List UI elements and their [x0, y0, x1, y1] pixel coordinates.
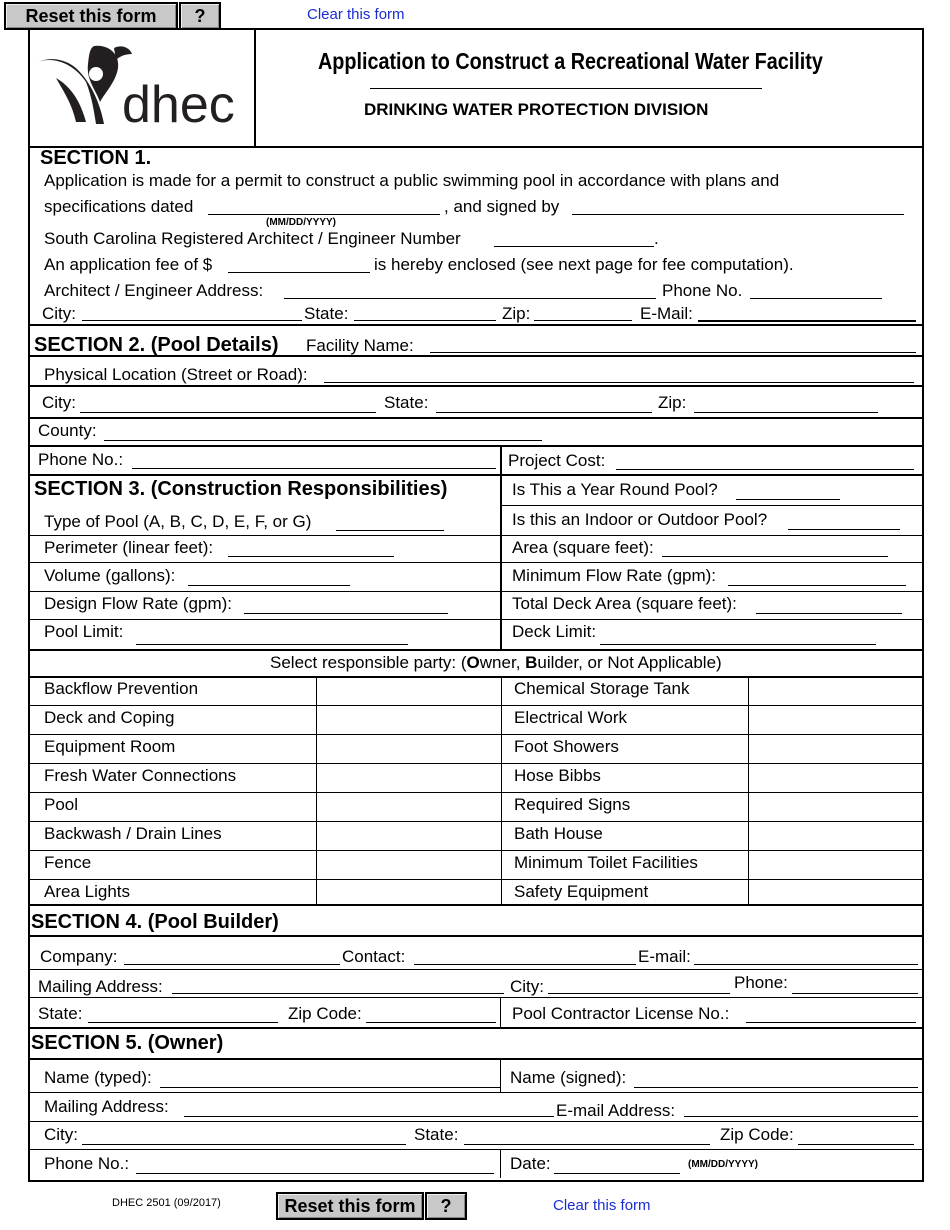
row-rule	[28, 474, 922, 476]
fee-field[interactable]	[228, 272, 370, 273]
architect-address-label: Architect / Engineer Address:	[44, 281, 264, 300]
resp-item-right: Minimum Toilet Facilities	[514, 853, 698, 872]
builder-phone-field[interactable]	[792, 993, 918, 994]
indoor-outdoor-label: Is this an Indoor or Outdoor Pool?	[512, 510, 768, 529]
select-text-c: B	[525, 653, 538, 672]
row-rule	[28, 535, 922, 536]
architect-city-field[interactable]	[82, 320, 302, 321]
pool-phone-label: Phone No.:	[38, 450, 124, 469]
row-rule	[28, 445, 922, 447]
resp-input-left[interactable]	[320, 710, 496, 730]
deck-area-label: Total Deck Area (square feet):	[512, 594, 737, 613]
owner-zip-label: Zip Code:	[720, 1125, 794, 1144]
resp-input-right[interactable]	[752, 681, 918, 701]
section5-heading: SECTION 5. (Owner)	[31, 1032, 224, 1054]
owner-date-label: Date:	[510, 1154, 551, 1173]
grid-row-rule	[28, 763, 922, 764]
grid-row-rule	[28, 879, 922, 880]
deck-limit-field[interactable]	[600, 644, 876, 645]
builder-license-label: Pool Contractor License No.:	[512, 1004, 730, 1023]
spec-date-format: (MM/DD/YYYY)	[266, 217, 336, 228]
select-text-o: O	[466, 653, 480, 672]
engineer-number-field[interactable]	[494, 246, 654, 247]
pool-city-label: City:	[42, 393, 76, 412]
area-label: Area (square feet):	[512, 538, 654, 557]
resp-input-right[interactable]	[752, 797, 918, 817]
header-bottom-rule	[28, 146, 922, 148]
form-subtitle: DRINKING WATER PROTECTION DIVISION	[364, 100, 709, 119]
volume-field[interactable]	[188, 585, 350, 586]
resp-input-left[interactable]	[320, 855, 496, 875]
facility-name-field[interactable]	[430, 352, 916, 353]
resp-item-left: Area Lights	[44, 882, 130, 901]
design-flow-label: Design Flow Rate (gpm):	[44, 594, 233, 613]
builder-email-label: E-mail:	[638, 947, 691, 966]
architect-zip-label: Zip:	[502, 304, 531, 323]
owner-date-format: (MM/DD/YYYY)	[688, 1159, 758, 1170]
resp-input-right[interactable]	[752, 884, 918, 904]
help-button-bottom[interactable]: ?	[425, 1192, 467, 1220]
select-text-b: wner,	[479, 653, 526, 672]
architect-city-label: City:	[42, 304, 76, 323]
builder-zip-field[interactable]	[366, 1022, 496, 1023]
owner-email-label: E-mail Address:	[556, 1101, 676, 1120]
fee-note: is hereby enclosed (see next page for fee computation).	[374, 255, 794, 274]
pool-state-field[interactable]	[436, 412, 652, 413]
responsible-party-instruction	[270, 653, 722, 673]
resp-input-left[interactable]	[320, 739, 496, 759]
reset-form-button-bottom[interactable]: Reset this form	[276, 1192, 424, 1220]
row-rule	[28, 969, 922, 970]
section1-line1: Application is made for a permit to construct a public swimming pool in accordance with plans and	[44, 171, 780, 190]
year-round-label: Is This a Year Round Pool?	[512, 480, 718, 499]
architect-phone-field[interactable]	[750, 298, 882, 299]
resp-item-right: Hose Bibbs	[514, 766, 601, 785]
owner-name-typed-label: Name (typed):	[44, 1068, 152, 1087]
row-rule	[28, 1092, 922, 1093]
project-cost-field[interactable]	[616, 469, 914, 470]
owner-phone-label: Phone No.:	[44, 1154, 130, 1173]
spec-date-field[interactable]	[208, 214, 440, 215]
resp-input-right[interactable]	[752, 855, 918, 875]
dhec-logo-icon	[34, 42, 254, 132]
architect-state-field[interactable]	[354, 320, 496, 321]
period: .	[654, 229, 659, 248]
architect-email-field[interactable]	[698, 320, 916, 322]
resp-item-right: Foot Showers	[514, 737, 619, 756]
owner-mailing-field[interactable]	[184, 1116, 554, 1117]
grid-divider	[316, 676, 317, 904]
select-text-a: Select responsible party: (	[270, 653, 467, 672]
owner-city-label: City:	[44, 1125, 78, 1144]
resp-input-right[interactable]	[752, 739, 918, 759]
project-cost-label: Project Cost:	[508, 451, 606, 470]
builder-contact-label: Contact:	[342, 947, 406, 966]
county-field[interactable]	[104, 440, 542, 441]
pool-limit-label: Pool Limit:	[44, 622, 124, 641]
builder-contact-field[interactable]	[414, 964, 636, 965]
row-rule	[28, 385, 922, 387]
min-flow-field[interactable]	[728, 585, 906, 586]
section4-heading: SECTION 4. (Pool Builder)	[31, 911, 279, 933]
grid-row-rule	[28, 734, 922, 735]
pool-type-field[interactable]	[336, 530, 444, 531]
row-rule	[28, 591, 922, 592]
pool-city-field[interactable]	[80, 412, 376, 413]
row-rule	[28, 649, 922, 651]
perimeter-label: Perimeter (linear feet):	[44, 538, 214, 557]
row-rule	[28, 355, 922, 357]
resp-item-left: Equipment Room	[44, 737, 176, 756]
pool-state-label: State:	[384, 393, 429, 412]
physical-location-field[interactable]	[324, 382, 914, 383]
row-rule	[28, 1058, 922, 1060]
resp-input-left[interactable]	[320, 681, 496, 701]
section2-heading: SECTION 2. (Pool Details)	[34, 334, 279, 356]
resp-input-left[interactable]	[320, 768, 496, 788]
min-flow-label: Minimum Flow Rate (gpm):	[512, 566, 717, 585]
resp-item-right: Electrical Work	[514, 708, 628, 727]
pool-limit-field[interactable]	[136, 644, 408, 645]
section3-bottom-rule	[28, 904, 922, 906]
volume-label: Volume (gallons):	[44, 566, 176, 585]
pool-zip-label: Zip:	[658, 393, 687, 412]
resp-item-left: Backflow Prevention	[44, 679, 199, 698]
owner-zip-field[interactable]	[798, 1144, 914, 1145]
signed-by-field[interactable]	[572, 214, 904, 215]
resp-input-left[interactable]	[320, 826, 496, 846]
pool-zip-field[interactable]	[694, 412, 878, 413]
grid-row-rule	[28, 821, 922, 822]
deck-area-field[interactable]	[756, 613, 902, 614]
section1-bottom-rule	[28, 324, 922, 326]
row-rule	[28, 417, 922, 419]
year-round-field[interactable]	[736, 499, 840, 500]
county-label: County:	[38, 421, 97, 440]
clear-form-link-top[interactable]: Clear this form	[307, 6, 405, 23]
reset-form-button-top[interactable]: Reset this form	[4, 2, 178, 30]
physical-location-label: Physical Location (Street or Road):	[44, 365, 308, 384]
grid-divider	[501, 676, 502, 904]
resp-input-right[interactable]	[752, 768, 918, 788]
header-divider	[254, 28, 256, 146]
grid-row-rule	[28, 792, 922, 793]
architect-phone-label: Phone No.	[662, 281, 743, 300]
owner-email-field[interactable]	[684, 1116, 918, 1117]
row-rule	[28, 562, 922, 563]
builder-license-field[interactable]	[746, 1022, 916, 1023]
builder-company-field[interactable]	[124, 964, 340, 965]
builder-state-label: State:	[38, 1004, 83, 1023]
owner-state-field[interactable]	[464, 1144, 710, 1145]
resp-item-left: Fresh Water Connections	[44, 766, 237, 785]
form-id: DHEC 2501 (09/2017)	[112, 1197, 221, 1209]
owner-date-field[interactable]	[554, 1173, 680, 1174]
indoor-outdoor-field[interactable]	[788, 529, 900, 530]
resp-input-right[interactable]	[752, 826, 918, 846]
row-divider	[500, 1149, 501, 1178]
owner-name-signed-label: Name (signed):	[510, 1068, 627, 1087]
title-rule	[370, 88, 762, 89]
pool-phone-field[interactable]	[132, 468, 496, 469]
row-divider	[500, 1058, 501, 1092]
resp-item-left: Deck and Coping	[44, 708, 175, 727]
perimeter-field[interactable]	[228, 556, 394, 557]
fee-label: An application fee of $	[44, 255, 213, 274]
builder-phone-label: Phone:	[734, 973, 788, 992]
resp-item-left: Fence	[44, 853, 92, 872]
builder-city-label: City:	[510, 977, 544, 996]
grid-row-rule	[28, 705, 922, 706]
owner-city-field[interactable]	[82, 1144, 406, 1145]
architect-zip-field[interactable]	[534, 320, 632, 321]
builder-company-label: Company:	[40, 947, 118, 966]
row-rule	[500, 505, 922, 506]
architect-email-label: E-Mail:	[640, 304, 693, 323]
grid-row-rule	[28, 850, 922, 851]
engineer-number-label: South Carolina Registered Architect / Engineer Number	[44, 229, 461, 248]
resp-item-right: Bath House	[514, 824, 603, 843]
form-title: Application to Construct a Recreational Water Facility	[318, 48, 823, 74]
owner-name-typed-field[interactable]	[160, 1087, 500, 1088]
resp-item-right: Chemical Storage Tank	[514, 679, 690, 698]
resp-item-left: Pool	[44, 795, 79, 814]
resp-item-right: Safety Equipment	[514, 882, 649, 901]
grid-divider	[748, 676, 749, 904]
builder-mailing-field[interactable]	[172, 993, 504, 994]
section1-spec-label: specifications dated	[44, 197, 194, 216]
builder-city-field[interactable]	[548, 993, 730, 994]
facility-name-label: Facility Name:	[306, 336, 414, 355]
owner-phone-field[interactable]	[136, 1173, 494, 1174]
builder-mailing-label: Mailing Address:	[38, 977, 163, 996]
row-rule	[28, 1149, 922, 1150]
architect-address-field[interactable]	[284, 298, 656, 299]
design-flow-field[interactable]	[244, 613, 448, 614]
row-rule	[28, 997, 922, 998]
pool-type-label: Type of Pool (A, B, C, D, E, F, or G)	[44, 512, 312, 531]
row-rule	[28, 935, 922, 937]
section3-heading: SECTION 3. (Construction Responsibilities)	[34, 478, 448, 500]
row-rule	[28, 676, 922, 678]
builder-state-field[interactable]	[88, 1022, 278, 1023]
logo-text: dhec	[122, 76, 235, 132]
resp-input-left[interactable]	[320, 884, 496, 904]
help-button-top[interactable]: ?	[179, 2, 221, 30]
row-divider	[500, 997, 501, 1027]
resp-input-left[interactable]	[320, 797, 496, 817]
owner-mailing-label: Mailing Address:	[44, 1097, 169, 1116]
builder-zip-label: Zip Code:	[288, 1004, 362, 1023]
deck-limit-label: Deck Limit:	[512, 622, 597, 641]
select-text-d: uilder, or Not Applicable)	[537, 653, 722, 672]
builder-email-field[interactable]	[694, 964, 918, 965]
owner-name-signed-field[interactable]	[634, 1087, 918, 1088]
resp-item-left: Backwash / Drain Lines	[44, 824, 222, 843]
row-rule	[28, 619, 922, 620]
owner-state-label: State:	[414, 1125, 459, 1144]
clear-form-link-bottom[interactable]: Clear this form	[553, 1197, 651, 1214]
resp-item-right: Required Signs	[514, 795, 631, 814]
signed-by-label: , and signed by	[444, 197, 560, 216]
section4-bottom-rule	[28, 1027, 922, 1029]
resp-input-right[interactable]	[752, 710, 918, 730]
section1-heading: SECTION 1.	[40, 147, 152, 169]
area-field[interactable]	[662, 556, 888, 557]
architect-state-label: State:	[304, 304, 349, 323]
row-rule	[28, 1121, 922, 1122]
